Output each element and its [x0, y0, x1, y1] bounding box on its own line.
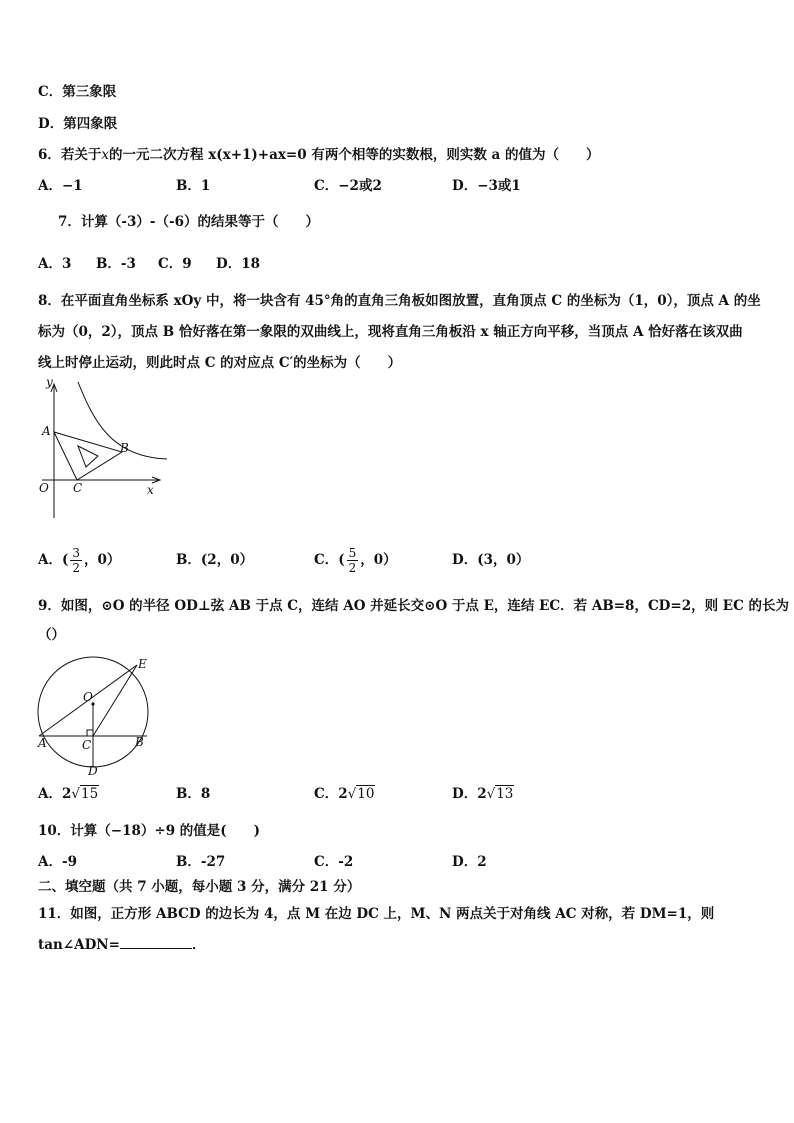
q9-stem-line-2: （） [38, 627, 65, 643]
q11-answer-blank[interactable] [120, 936, 192, 949]
q8-stem-line-3: 线上时停止运动，则此时点 C 的对应点 C′的坐标为（ ） [38, 355, 402, 371]
q7-option-c: C．9 [158, 256, 192, 272]
q7-stem: 7．计算（-3）-（-6）的结果等于（ ） [58, 214, 319, 230]
q11-stem-line-2 [38, 936, 205, 954]
q8-stem-line-2: 标为（0，2），顶点 B 恰好落在第一象限的双曲线上，现将直角三角板沿 x 轴正方向平移，当顶点 A 恰好落在该双曲 [38, 324, 743, 340]
q8-option-c-suffix: ，0） [360, 552, 397, 568]
q8-label-c: C [73, 481, 83, 495]
q8-option-c-denominator: 2 [348, 561, 357, 575]
q9-option-b: B．8 [176, 786, 211, 802]
q9-option-d [452, 785, 514, 803]
q10-option-b: B．-27 [176, 854, 226, 870]
q9-option-d-sqrt: √13 [486, 786, 514, 802]
q8-label-y: y [46, 375, 53, 389]
q9-right-angle-mark [87, 730, 93, 736]
q9-option-a-sqrt: √15 [71, 786, 99, 802]
q6-stem [38, 146, 599, 164]
q9-option-d-radicand: 13 [496, 786, 514, 802]
q8-option-c [314, 543, 397, 577]
q8-label-x: x [147, 483, 154, 497]
q6-option-b: B．1 [176, 178, 211, 194]
q8-triangle-hole [78, 446, 98, 467]
q7-option-d: D．18 [216, 256, 260, 272]
q9-option-c-sqrt: √10 [347, 786, 375, 802]
q11-stem-line-1: 11．如图，正方形 ABCD 的边长为 4，点 M 在边 DC 上，M、N 两点关于对角线 AC 对称，若 DM=1，则 [38, 906, 715, 922]
q5-option-d: D．第四象限 [38, 116, 118, 132]
q8-option-a-numerator: 3 [72, 546, 81, 560]
q8-option-a-suffix: ，0） [84, 552, 121, 568]
q9-option-a-prefix: A．2 [38, 786, 72, 802]
q9-figure [30, 650, 160, 778]
q6-option-d: D．−3或1 [452, 178, 521, 194]
q8-stem-line-1: 8．在平面直角坐标系 xOy 中，将一块含有 45°角的直角三角板如图放置，直角顶点 C 的坐标为（1，0），顶点 A 的坐 [38, 293, 761, 309]
q9-option-c [314, 785, 375, 803]
q11-stem-line-2-end: ． [191, 937, 206, 953]
q9-label-o: O [83, 690, 93, 704]
q9-option-d-prefix: D．2 [452, 786, 487, 802]
q9-stem-line-1: 9．如图，⊙O 的半径 OD⊥弦 AB 于点 C，连结 AO 并延长交⊙O 于点 E，连结 EC．若 AB=8，CD=2，则 EC 的长为 [38, 598, 790, 614]
q8-label-o: O [39, 481, 49, 495]
q7-option-b: B．-3 [96, 256, 136, 272]
section-2-title: 二、填空题（共 7 小题，每小题 3 分，满分 21 分） [38, 879, 361, 895]
q9-option-a-radicand: 15 [80, 786, 99, 802]
q6-stem-b: 的一元二次方程 x(x+1)+ax=0 有两个相等的实数根，则实数 a 的值为（ ） [109, 147, 600, 163]
q8-option-b: B．(2，0） [176, 552, 254, 568]
q8-figure [34, 372, 179, 522]
q8-option-d: D．(3，0） [452, 552, 530, 568]
q9-option-a [38, 785, 99, 803]
q6-option-a: A．−1 [38, 178, 83, 194]
q8-option-a-denominator: 2 [72, 561, 81, 575]
q6-var: x [101, 147, 110, 163]
q6-option-c: C．−2或2 [314, 178, 382, 194]
q9-option-c-prefix: C．2 [314, 786, 348, 802]
q8-option-a [38, 543, 120, 577]
q10-option-a: A．-9 [38, 854, 77, 870]
q9-label-b: B [135, 735, 144, 749]
q9-segment-ec [93, 665, 137, 736]
q8-option-c-numerator: 5 [348, 546, 357, 560]
q10-option-c: C．-2 [314, 854, 354, 870]
q8-option-c-prefix: C．( [314, 552, 345, 568]
q10-stem: 10．计算（−18）÷9 的值是( ) [38, 823, 261, 839]
q10-option-d: D．2 [452, 854, 487, 870]
q8-label-a: A [42, 424, 51, 438]
q8-option-c-fraction [347, 546, 359, 575]
q9-label-e: E [138, 657, 147, 671]
q8-option-a-fraction [70, 546, 82, 575]
q11-stem-line-2-text: tan∠ADN= [38, 937, 120, 953]
q9-label-c: C [82, 738, 92, 752]
q6-stem-a: 6．若关于 [38, 147, 102, 163]
q8-label-b: B [120, 441, 129, 455]
q8-option-a-prefix: A．( [38, 552, 69, 568]
q9-label-a: A [38, 736, 47, 750]
q9-option-c-radicand: 10 [357, 786, 375, 802]
q5-option-c: C．第三象限 [38, 84, 117, 100]
q9-label-d: D [88, 764, 98, 778]
q7-option-a: A．3 [38, 256, 72, 272]
